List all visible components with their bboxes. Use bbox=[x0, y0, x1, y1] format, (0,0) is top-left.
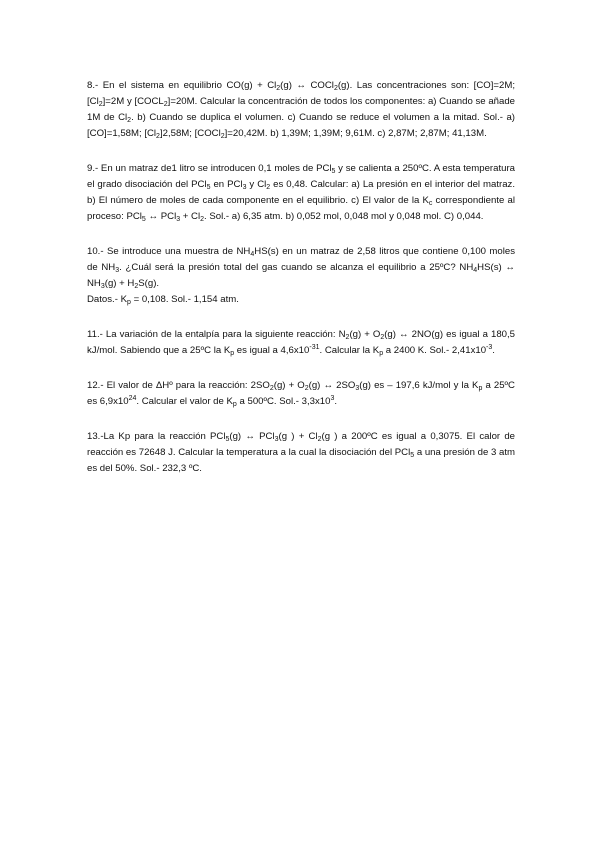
subscript: 2 bbox=[269, 385, 274, 392]
subscript: c bbox=[428, 200, 433, 207]
subscript: 2 bbox=[333, 85, 338, 92]
problem-8-paragraph bbox=[87, 78, 515, 142]
subscript: 2 bbox=[276, 85, 281, 92]
problem-11 bbox=[87, 327, 515, 359]
problem-10 bbox=[87, 244, 515, 308]
text-run: (g) ↔ COCl bbox=[280, 80, 334, 91]
subscript: 3 bbox=[100, 283, 105, 290]
text-run: . bbox=[334, 396, 338, 407]
subscript: 3 bbox=[242, 184, 247, 191]
text-run: = 0,108. Sol.- 1,154 atm. bbox=[130, 294, 239, 305]
text-run: y se calienta a 250ºC. A esta temperatura el grado disociación del PCl bbox=[87, 163, 515, 190]
subscript: 2 bbox=[98, 101, 103, 108]
subscript: p bbox=[478, 385, 483, 392]
text-run: . b) Cuando se duplica el volumen. c) Cuando se reduce el volumen a la mitad. Sol.- a) [CO]=1,58M; [Cl bbox=[87, 112, 516, 139]
superscript: 3 bbox=[330, 395, 335, 402]
text-run: (g) + O bbox=[349, 329, 381, 340]
subscript: 2 bbox=[380, 334, 385, 341]
text-run: a 25ºC es 6,9x10 bbox=[87, 380, 515, 407]
problem-13-paragraph bbox=[87, 429, 515, 477]
subscript: 3 bbox=[115, 267, 120, 274]
text-run: + Cl bbox=[180, 211, 201, 222]
subscript: 4 bbox=[473, 267, 478, 274]
subscript: 2 bbox=[220, 133, 225, 140]
superscript: -31 bbox=[309, 344, 320, 351]
subscript: 4 bbox=[250, 251, 255, 258]
subscript: 3 bbox=[274, 436, 279, 443]
subscript: 5 bbox=[206, 184, 211, 191]
subscript: 2 bbox=[163, 101, 168, 108]
text-run: 13.-La Kp para la reacción PCl bbox=[87, 431, 226, 442]
subscript: 2 bbox=[266, 184, 271, 191]
subscript: 5 bbox=[225, 436, 230, 443]
subscript: 2 bbox=[156, 133, 160, 140]
subscript: 5 bbox=[331, 168, 336, 175]
problem-10-paragraph bbox=[87, 244, 515, 292]
subscript: 2 bbox=[317, 436, 322, 443]
text-run: . Sol.- a) 6,35 atm. b) 0,052 mol, 0,048 mol y 0,048 mol. C) 0,044. bbox=[204, 211, 484, 222]
text-run: (g ) a 200ºC es igual a 0,3075. El calor de reacción es 72648 J. Calcular la temperatura a la cual la disociación del PCl bbox=[87, 431, 516, 458]
subscript: 2 bbox=[127, 117, 132, 124]
text-run: . ¿Cuál será la presión total del gas cuando se alcanza el equilibrio a 25ºC? NH bbox=[119, 262, 474, 273]
text-run: ]2,58M; [COCl bbox=[159, 128, 221, 139]
text-run: . bbox=[492, 345, 495, 356]
text-run: (g) + H bbox=[104, 278, 135, 289]
text-run: (g) + O bbox=[273, 380, 305, 391]
text-run: 9.- En un matraz de1 litro se introducen 0,1 moles de PCl bbox=[87, 163, 332, 174]
problem-12 bbox=[87, 378, 515, 410]
subscript: 2 bbox=[134, 283, 139, 290]
subscript: 2 bbox=[200, 216, 205, 223]
text-run: y Cl bbox=[246, 179, 267, 190]
text-run: en PCl bbox=[210, 179, 243, 190]
text-run: a una presión de 3 atm es del 50%. Sol.- 232,3 ºC. bbox=[87, 447, 515, 474]
text-run: correspondiente al proceso: PCl bbox=[87, 195, 515, 222]
subscript: 2 bbox=[345, 334, 350, 341]
text-run: ↔ PCl bbox=[145, 211, 177, 222]
problem-8 bbox=[87, 78, 515, 142]
problem-11-paragraph bbox=[87, 327, 515, 359]
text-run: es 0,48. Calcular: a) La presión en el interior del matraz. b) El número de moles de cada componente en el equilibrio. c) El valor de la K bbox=[87, 179, 516, 206]
text-run: ]=20,42M. b) 1,39M; 1,39M; 9,61M. c) 2,87M; 2,87M; 41,13M. bbox=[224, 128, 487, 139]
text-run: S(g). bbox=[138, 278, 160, 289]
problem-12-paragraph bbox=[87, 378, 515, 410]
subscript: 5 bbox=[141, 216, 146, 223]
text-run: (g) ↔ 2SO bbox=[308, 380, 356, 391]
problem-13 bbox=[87, 429, 515, 477]
subscript: p bbox=[232, 401, 237, 408]
text-run: Datos.- K bbox=[87, 294, 127, 305]
text-run: es igual a 4,6x10 bbox=[234, 345, 310, 356]
problem-list bbox=[87, 78, 515, 496]
text-run: HS(s) ↔ NH bbox=[87, 262, 515, 289]
problem-10-paragraph bbox=[87, 292, 515, 308]
subscript: 5 bbox=[410, 452, 415, 459]
subscript: 2 bbox=[304, 385, 309, 392]
text-run: a 500ºC. Sol.- 3,3x10 bbox=[236, 396, 331, 407]
text-run: 12.- El valor de ΔHº para la reacción: 2SO bbox=[87, 380, 270, 391]
text-run: . Calcular el valor de K bbox=[136, 396, 233, 407]
subscript: 3 bbox=[176, 216, 181, 223]
superscript: -3 bbox=[486, 344, 493, 351]
text-run: (g ) + Cl bbox=[278, 431, 318, 442]
subscript: p bbox=[127, 299, 131, 306]
text-run: 10.- Se introduce una muestra de NH bbox=[87, 246, 251, 257]
subscript: 3 bbox=[355, 385, 360, 392]
subscript: p bbox=[230, 350, 235, 357]
text-run: 11.- La variación de la entalpía para la siguiente reacción: N bbox=[87, 329, 346, 340]
text-run: (g) es – 197,6 kJ/mol y la K bbox=[359, 380, 479, 391]
problem-9 bbox=[87, 161, 515, 225]
text-run: 8.- En el sistema en equilibrio CO(g) + Cl bbox=[87, 80, 277, 91]
text-run: ]=2M y [COCL bbox=[102, 96, 164, 107]
text-run: (g) ↔ 2NO(g) es igual a 180,5 kJ/mol. Sabiendo que a 25ºC la K bbox=[87, 329, 516, 356]
text-run: HS(s) en un matraz de 2,58 litros que contiene 0,100 moles de NH bbox=[87, 246, 516, 273]
problem-9-paragraph bbox=[87, 161, 515, 225]
text-run: (g). Las concentraciones son: [CO]=2M; [Cl bbox=[87, 80, 515, 107]
text-run: a 2400 K. Sol.- 2,41x10 bbox=[383, 345, 487, 356]
superscript: 24 bbox=[128, 395, 137, 402]
text-run: ]=20M. Calcular la concentración de todos los componentes: a) Cuando se añade 1M de Cl bbox=[87, 96, 516, 123]
subscript: p bbox=[379, 350, 384, 357]
text-run: . Calcular la K bbox=[319, 345, 380, 356]
text-run: (g) ↔ PCl bbox=[229, 431, 275, 442]
